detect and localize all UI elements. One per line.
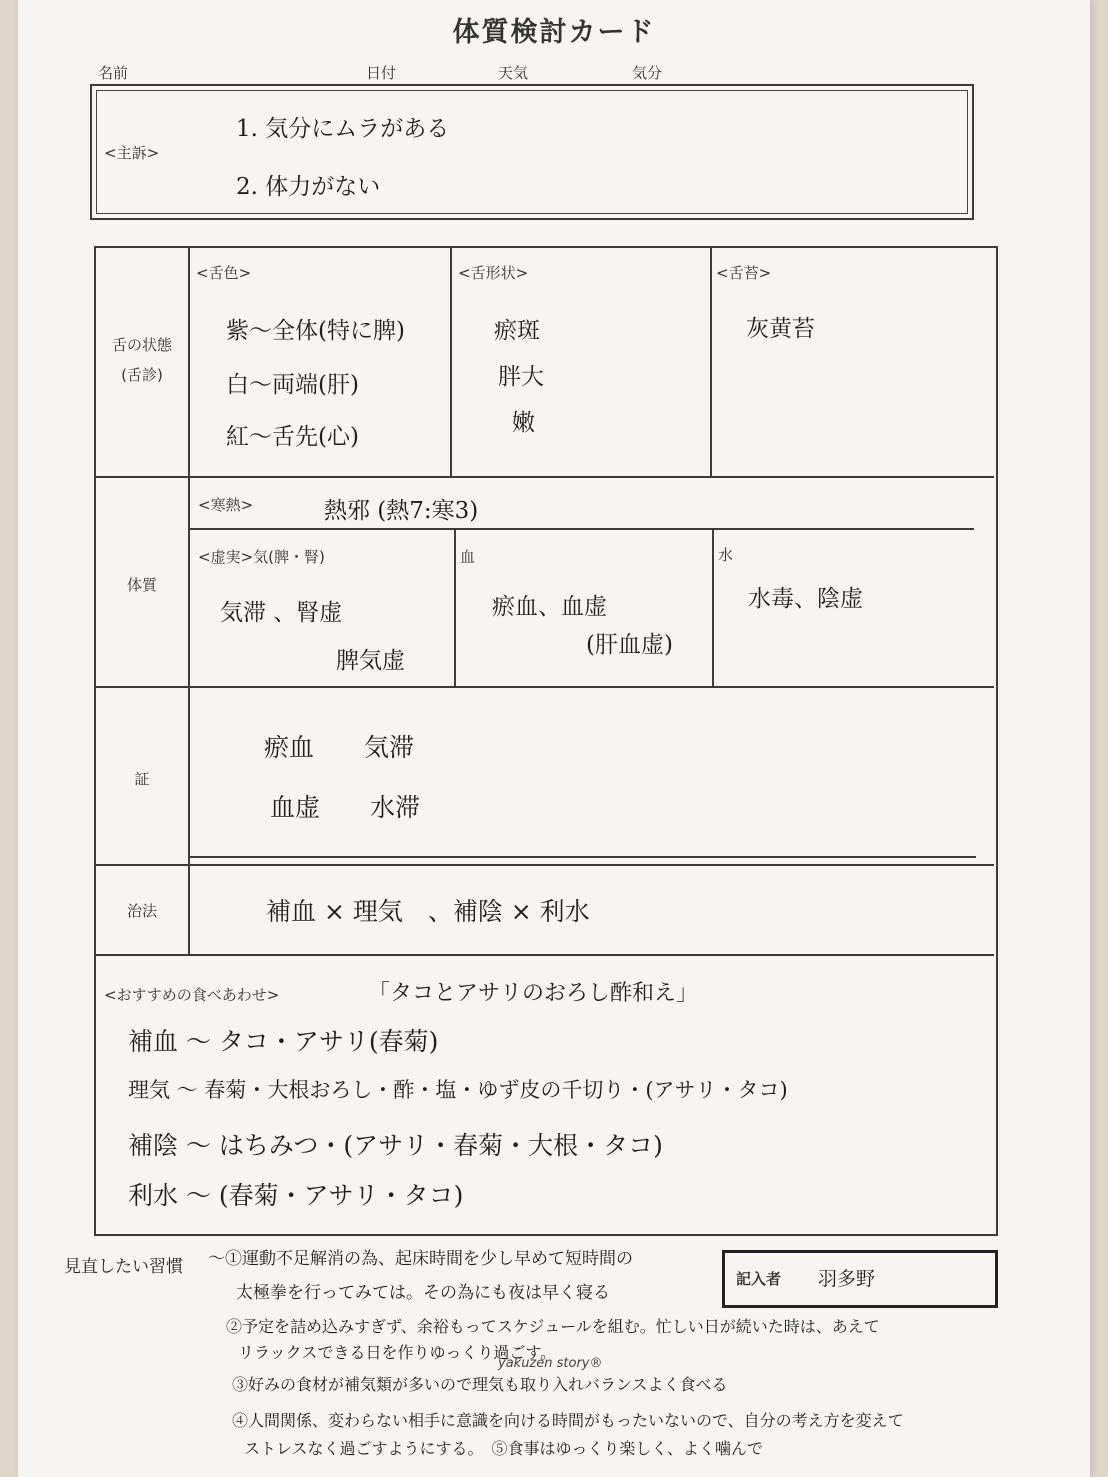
recommend-line: 理気 ～ 春菊・大根おろし・酢・塩・ゆず皮の千切り・(アサリ・タコ): [128, 1078, 788, 1102]
name-label: 名前: [98, 64, 129, 82]
coldheat-value: 熱邪 (熱7:寒3): [324, 498, 479, 524]
tongue-shape-line: 胖大: [498, 364, 544, 390]
watermark: yakuzen story®: [498, 1356, 603, 1371]
tongue-color-label: <舌色>: [196, 264, 252, 282]
habit-line: ～①運動不足解消の為、起床時間を少し早めて短時間の: [208, 1249, 633, 1269]
constitution-row-label: 体質: [126, 576, 157, 594]
habit-line: ストレスなく過ごすようにする。 ⑤食事はゆっくり楽しく、よく噛んで: [244, 1439, 764, 1458]
recommend-dish: 「タコとアサリのおろし酢和え」: [368, 981, 699, 1006]
blood-label: 血: [460, 548, 476, 566]
habit-line: ③好みの食材が補気類が多いので理気も取り入れバランスよく食べる: [232, 1375, 728, 1394]
blood-line: 瘀血、血虚: [492, 594, 607, 620]
tongue-color-line: 白～両端(肝): [226, 372, 359, 398]
page-title: 体質検討カード: [452, 17, 656, 48]
tongue-shape-label: <舌形状>: [458, 264, 529, 282]
water-line: 水毒、陰虚: [748, 586, 863, 612]
tongue-color-line: 紫～全体(特に脾): [226, 318, 405, 344]
habit-line: 太極拳を行ってみては。その為にも夜は早く寝る: [236, 1283, 610, 1303]
habits-label: 見直したい習慣: [64, 1257, 183, 1277]
complaint-item: 1. 気分にムラがある: [236, 116, 450, 142]
treatment-row-label: 治法: [126, 902, 157, 920]
complaints-label: <主訴>: [104, 144, 160, 162]
mood-label: 気分: [632, 64, 663, 82]
tongue-shape-line: 嫩: [512, 410, 535, 436]
recorder-label: 記入者: [736, 1270, 782, 1288]
recorder-name: 羽多野: [818, 1268, 876, 1290]
syndrome-line: 瘀血 気滞: [264, 733, 415, 762]
syndrome-row-label: 証: [134, 770, 150, 788]
recommend-line: 補血 ～ タコ・アサリ(春菊): [128, 1027, 439, 1056]
blood-line: (肝血虚): [586, 632, 673, 658]
treatment-value: 補血 × 理気 、補陰 × 利水: [266, 897, 590, 926]
deficiency-label: <虚実>気(脾・腎): [198, 548, 325, 566]
recommend-label: <おすすめの食べあわせ>: [104, 986, 280, 1004]
habit-line: リラックスできる日を作りゆっくり過ごす。: [238, 1343, 557, 1362]
tongue-row-label: 舌の状態 (舌診): [111, 336, 172, 384]
date-label: 日付: [366, 64, 397, 82]
water-label: 水: [718, 546, 734, 564]
tongue-color-line: 紅～舌先(心): [226, 424, 359, 450]
weather-label: 天気: [498, 64, 529, 82]
qi-line: 気滞 、腎虚: [220, 600, 343, 626]
coldheat-label: <寒熱>: [198, 496, 254, 514]
complaints-box: [90, 84, 974, 220]
complaint-item: 2. 体力がない: [236, 174, 381, 200]
recommend-line: 補陰 ～ はちみつ・(アサリ・春菊・大根・タコ): [128, 1131, 663, 1160]
habit-line: ④人間関係、変わらない相手に意識を向ける時間がもったいないので、自分の考え方を変えて: [232, 1411, 904, 1430]
tongue-coating-line: 灰黄苔: [746, 316, 815, 342]
qi-line: 脾気虚: [336, 648, 405, 674]
habit-line: ②予定を詰め込みすぎず、余裕もってスケジュールを組む。忙しい日が続いた時は、あえて: [226, 1317, 880, 1336]
recommend-line: 利水 ～ (春菊・アサリ・タコ): [128, 1181, 464, 1210]
syndrome-line: 血虚 水滞: [270, 793, 421, 822]
constitution-card-sheet: [18, 0, 1090, 1477]
tongue-shape-line: 瘀斑: [494, 318, 540, 344]
tongue-coating-label: <舌苔>: [716, 264, 772, 282]
